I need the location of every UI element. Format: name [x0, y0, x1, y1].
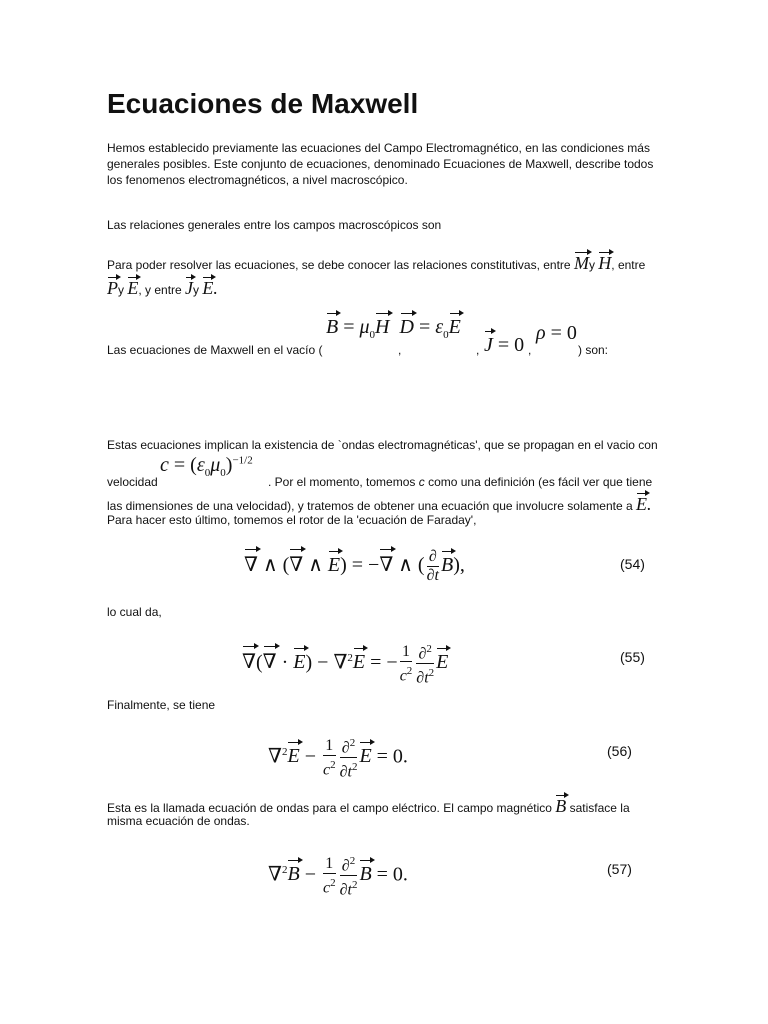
equation-56: ∇$^2$E − $\frac{1}{c^2}$ $\frac{\partial^2}{\partial t^2}$ E = 0. — [268, 734, 408, 782]
vacio-comma: , — [398, 343, 402, 357]
ondas-line-2 — [268, 474, 652, 490]
y-text: y — [118, 283, 124, 297]
vector-P: P — [107, 278, 118, 298]
esta-es-text: satisface la — [569, 801, 630, 815]
vector-E: E — [127, 278, 139, 298]
equation-54: ∇ ∧ (∇ ∧ E) = −∇ ∧ ( $\frac{\partial}{\partial t}$ B), — [244, 548, 465, 584]
relaciones-text: Las relaciones generales entre los campos macroscópicos son — [107, 218, 442, 232]
ondas-line-1: Estas ecuaciones implican la existencia de `ondas electromagnéticas', que se propagan en el vacio con — [107, 438, 658, 452]
vacio-suffix: ) son: — [578, 343, 609, 357]
equation-number: (56) — [607, 743, 632, 759]
vector-M: M — [573, 253, 589, 273]
y-text: y — [193, 283, 200, 297]
equation-number: (57) — [607, 861, 632, 877]
y-entre-text: , y entre — [138, 283, 182, 297]
lo-cual-text: lo cual da, — [107, 605, 162, 619]
vacio-prefix: Las ecuaciones de Maxwell en el vacío ( — [107, 343, 323, 357]
vector-H: H — [598, 253, 612, 273]
esta-es-text: Esta es la llamada ecuación de ondas para el campo eléctrico. El campo magnético — [107, 801, 552, 815]
vacio-comma: , — [476, 343, 480, 357]
intro-line: los fenomenos electromagnéticos, a nivel macroscópico. — [107, 173, 408, 187]
ondas-text: . Por el momento, tomemos — [268, 475, 416, 489]
vacio-comma: , — [528, 343, 532, 357]
entre-text: , entre — [611, 258, 646, 272]
ondas-text: las dimensiones de una velocidad), y tratemos de obtener una ecuación que involucre solamente a — [107, 499, 633, 513]
vector-J: J — [185, 278, 194, 298]
vacio-line — [107, 342, 322, 358]
j-zero-math: J = 0 — [484, 334, 525, 356]
ondas-line-4: Para hacer esto último, tomemos el rotor de la 'ecuación de Faraday', — [107, 513, 477, 527]
finalmente-text: Finalmente, se tiene — [107, 698, 216, 712]
constitutivas-text: Para poder resolver las ecuaciones, se debe conocer las relaciones constitutivas, entre — [107, 258, 571, 272]
rho-zero-math: ρ = 0 — [536, 322, 577, 344]
c-symbol: c — [418, 475, 425, 489]
page-title: Ecuaciones de Maxwell — [107, 88, 419, 119]
constitutivas-line-1 — [107, 255, 645, 273]
equation-55: ∇(∇ · E) − ∇$^2$E = − $\frac{1}{c^2}$ $\frac{\partial^2}{\partial t^2}$ E — [242, 640, 448, 688]
y-text: y — [588, 258, 595, 272]
constitutivas-line-2 — [107, 280, 218, 298]
vector-B: B — [555, 796, 567, 816]
ondas-text: como una definición (es fácil ver que tiene — [428, 475, 653, 489]
speed-of-light-math: $c = (\varepsilon_0\mu_0)^{-1/2}$ — [160, 454, 253, 479]
vacuum-conditions-math: $B = \mu_0H$ $D = \varepsilon_0E$ — [326, 316, 461, 341]
velocidad-text: velocidad — [107, 475, 158, 489]
esta-es-line-2: misma ecuación de ondas. — [107, 814, 250, 828]
intro-paragraph — [107, 140, 667, 188]
vector-E: E. — [636, 494, 652, 514]
equation-number: (55) — [620, 649, 645, 665]
vector-E: E. — [202, 278, 218, 298]
equation-number: (54) — [620, 556, 645, 572]
equation-57: ∇$^2$B − $\frac{1}{c^2}$ $\frac{\partial^2}{\partial t^2}$ B = 0. — [268, 852, 408, 900]
intro-line: Hemos establecido previamente las ecuaciones del Campo Electromagnético, en las condiciones más — [107, 141, 650, 155]
intro-line: generales posibles. Este conjunto de ecuaciones, denominado Ecuaciones de Maxwell, describe todos — [107, 157, 654, 171]
